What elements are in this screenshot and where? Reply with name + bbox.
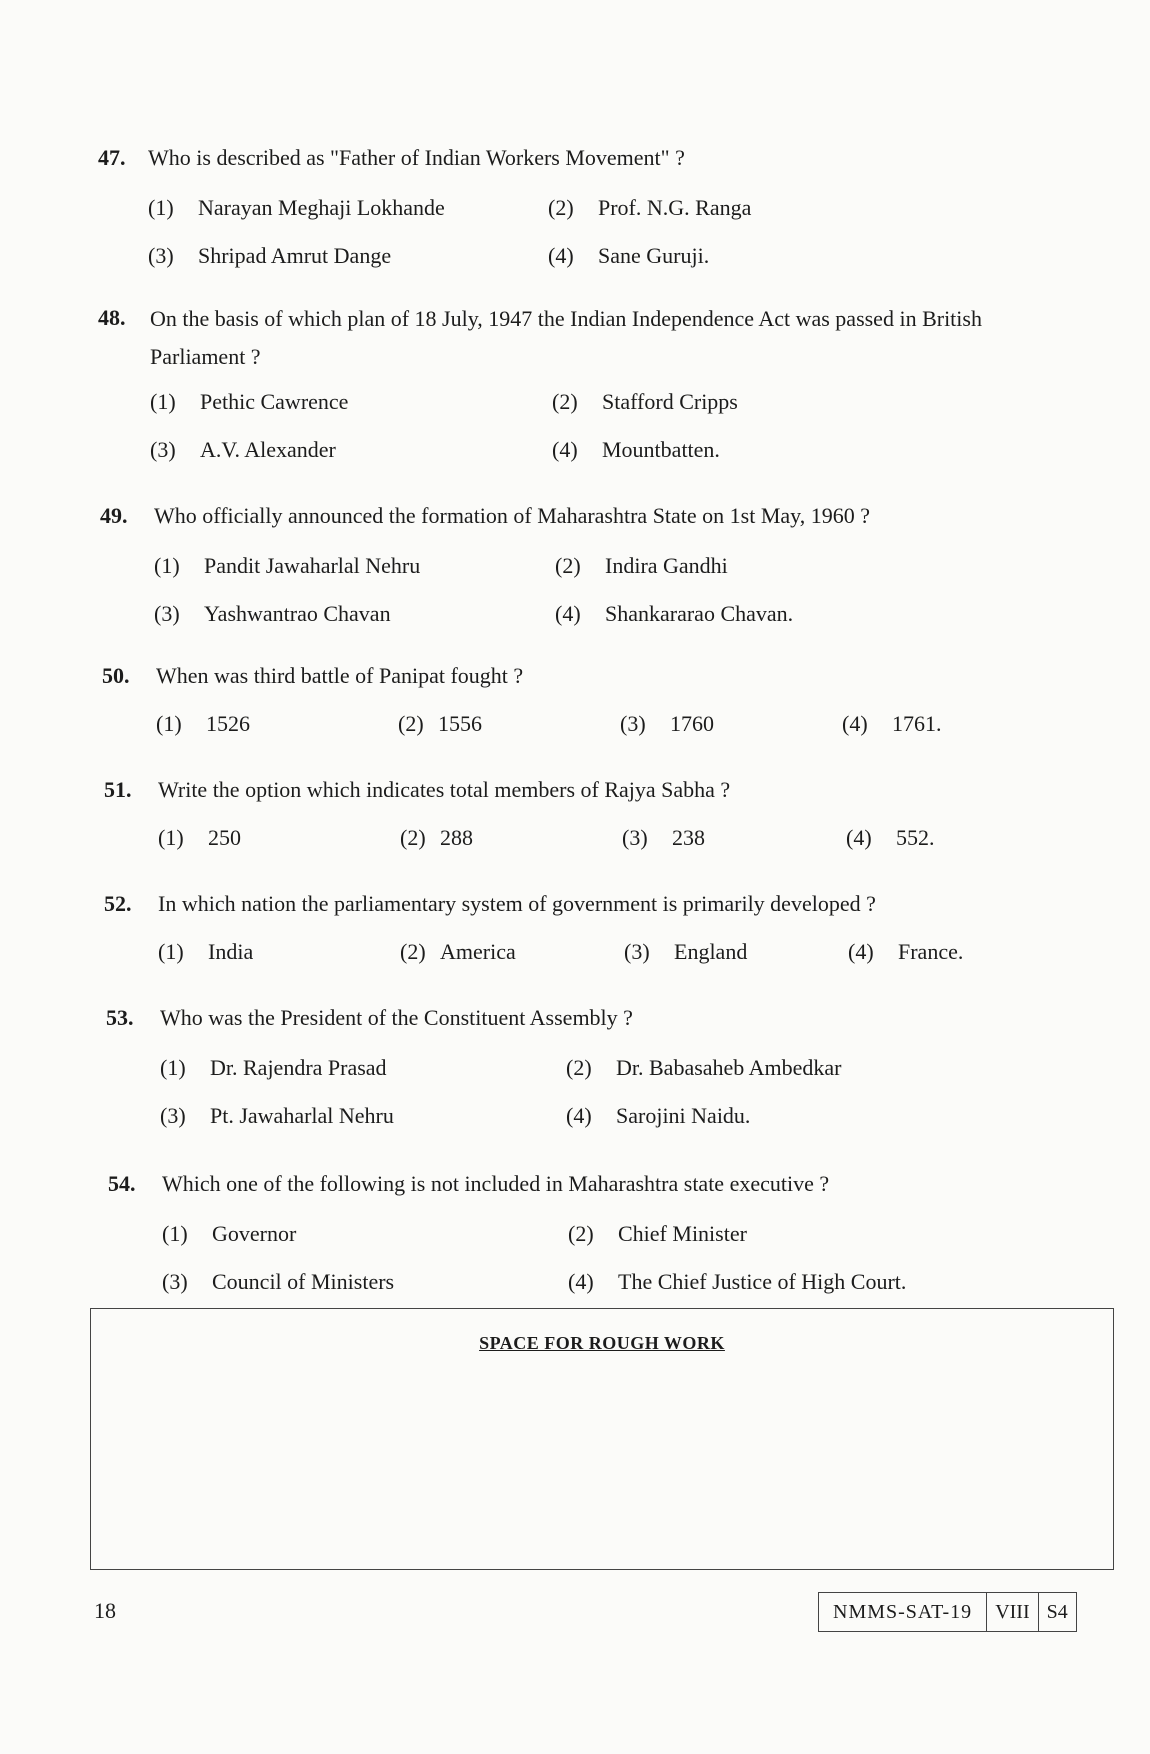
option-1: (1) 250 bbox=[158, 825, 241, 850]
question-text: Who was the President of the Constituent Assembly ? bbox=[160, 1005, 633, 1030]
option-1: (1) Dr. Rajendra Prasad bbox=[160, 1055, 387, 1080]
exam-code: NMMS-SAT-19 bbox=[833, 1601, 973, 1623]
option-4: (4) France. bbox=[848, 939, 964, 964]
option-3: (3) Pt. Jawaharlal Nehru bbox=[160, 1103, 394, 1128]
question-53 bbox=[0, 1000, 1150, 1140]
page-number: 18 bbox=[94, 1598, 116, 1623]
rough-work-box bbox=[90, 1308, 1114, 1570]
option-1: (1) India bbox=[158, 939, 254, 964]
option-1: (1) Narayan Meghaji Lokhande bbox=[148, 195, 445, 220]
option-4: (4) 552. bbox=[846, 825, 935, 850]
option-3: (3) England bbox=[624, 939, 748, 964]
question-number: 53. bbox=[106, 1005, 134, 1030]
option-4: (4) 1761. bbox=[842, 711, 942, 736]
question-51 bbox=[0, 772, 1150, 862]
option-4: (4) Mountbatten. bbox=[552, 437, 720, 462]
question-47 bbox=[0, 140, 1150, 280]
option-2: (2) Chief Minister bbox=[568, 1221, 747, 1246]
option-3: (3) 238 bbox=[622, 825, 705, 850]
question-50 bbox=[0, 658, 1150, 748]
option-3: (3) A.V. Alexander bbox=[150, 437, 336, 462]
option-2: (2) 1556 bbox=[398, 711, 482, 736]
question-text: In which nation the parliamentary system of government is primarily developed ? bbox=[158, 891, 876, 916]
question-text: Who is described as "Father of Indian Workers Movement" ? bbox=[148, 145, 685, 170]
question-text: On the basis of which plan of 18 July, 1947 the Indian Independence Act was passed in British Parliament ? bbox=[150, 306, 982, 369]
option-2: (2) Dr. Babasaheb Ambedkar bbox=[566, 1055, 842, 1080]
question-number: 49. bbox=[100, 503, 128, 528]
paper-code-box bbox=[818, 1592, 1077, 1632]
option-2: (2) Indira Gandhi bbox=[555, 553, 728, 578]
question-number: 54. bbox=[108, 1171, 136, 1196]
question-54 bbox=[0, 1166, 1150, 1306]
option-3: (3) Council of Ministers bbox=[162, 1269, 395, 1294]
question-number: 51. bbox=[104, 777, 132, 802]
question-number: 47. bbox=[98, 145, 126, 170]
question-text: When was third battle of Panipat fought ? bbox=[156, 663, 524, 688]
option-1: (1) Governor bbox=[162, 1221, 297, 1246]
question-number: 52. bbox=[104, 891, 132, 916]
option-2: (2) Stafford Cripps bbox=[552, 389, 738, 414]
option-2: (2) 288 bbox=[400, 825, 473, 850]
rough-work-title: SPACE FOR ROUGH WORK bbox=[479, 1333, 725, 1353]
question-number: 48. bbox=[98, 305, 126, 330]
option-1: (1) Pandit Jawaharlal Nehru bbox=[154, 553, 421, 578]
option-4: (4) The Chief Justice of High Court. bbox=[568, 1269, 907, 1294]
class-code: VIII bbox=[986, 1593, 1037, 1631]
option-3: (3) Yashwantrao Chavan bbox=[154, 601, 391, 626]
question-text: Write the option which indicates total members of Rajya Sabha ? bbox=[158, 777, 731, 802]
question-text: Which one of the following is not included in Maharashtra state executive ? bbox=[162, 1171, 830, 1196]
question-48 bbox=[0, 300, 1150, 474]
option-4: (4) Sarojini Naidu. bbox=[566, 1103, 751, 1128]
question-49 bbox=[0, 498, 1150, 638]
option-2: (2) America bbox=[400, 939, 516, 964]
question-text: Who officially announced the formation of Maharashtra State on 1st May, 1960 ? bbox=[154, 503, 871, 528]
option-1: (1) Pethic Cawrence bbox=[150, 389, 349, 414]
set-code: S4 bbox=[1038, 1593, 1076, 1631]
option-4: (4) Shankararao Chavan. bbox=[555, 601, 794, 626]
option-1: (1) 1526 bbox=[156, 711, 250, 736]
question-52 bbox=[0, 886, 1150, 976]
option-3: (3) Shripad Amrut Dange bbox=[148, 243, 392, 268]
option-2: (2) Prof. N.G. Ranga bbox=[548, 195, 752, 220]
option-3: (3) 1760 bbox=[620, 711, 714, 736]
option-4: (4) Sane Guruji. bbox=[548, 243, 710, 268]
question-number: 50. bbox=[102, 663, 130, 688]
